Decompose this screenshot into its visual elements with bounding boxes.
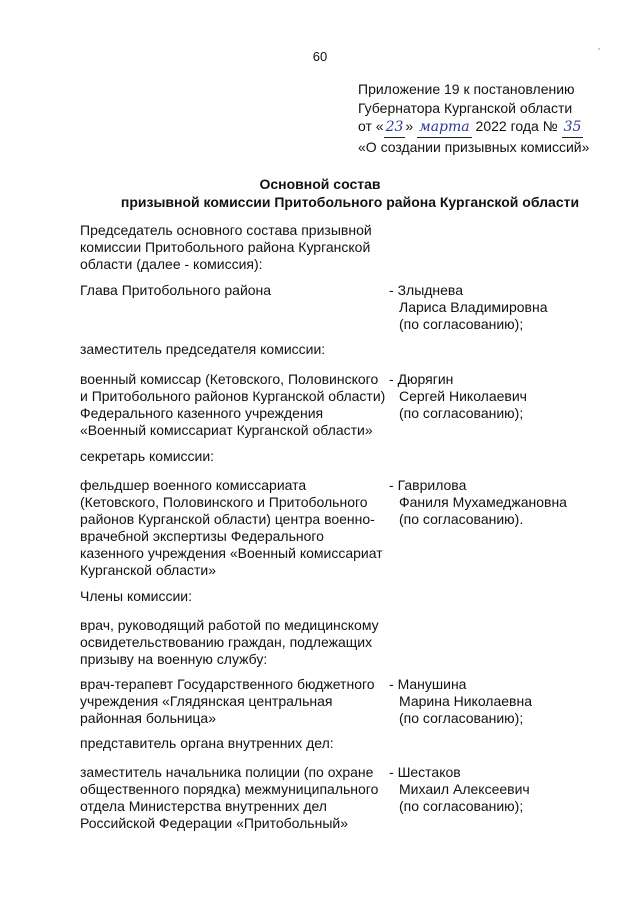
person-name: Марина Николаевна: [399, 693, 533, 709]
chairman-line: комиссии Притобольного района Курганской: [80, 239, 371, 255]
police-heading: [80, 735, 385, 752]
appendix-header: [358, 80, 628, 156]
person-surname: - Манушина: [389, 676, 619, 693]
role-line: общественного порядка) межмуниципального: [80, 781, 379, 797]
role-line: учреждения «Глядянская центральная: [80, 693, 333, 709]
member-person-5: [389, 764, 619, 815]
members-heading: [80, 588, 385, 605]
role-line: районная больница»: [80, 710, 217, 726]
chairman-heading: [80, 222, 385, 273]
members-heading-text: Члены комиссии:: [80, 588, 193, 604]
deputy-heading-text: заместитель председателя комиссии:: [80, 341, 326, 357]
role-line: заместитель начальника полиции (по охране: [80, 764, 374, 780]
member-role-4: [80, 676, 385, 727]
handwritten-day: 23: [384, 118, 406, 138]
role-line: врачебной экспертизы Федерального: [80, 528, 324, 544]
role-line: фельдшер военного комиссариата: [80, 477, 307, 493]
role-line: Глава Притобольного района: [80, 282, 272, 298]
role-line: «Военный комиссариат Курганской области»: [80, 422, 373, 438]
member-person-2: [389, 371, 619, 422]
person-name: Лариса Владимировна: [399, 299, 548, 315]
member-role-3: [80, 477, 385, 579]
role-line: Федерального казенного учреждения: [80, 405, 324, 421]
police-heading-text: представитель органа внутренних дел:: [80, 735, 334, 751]
member-person-4: [389, 676, 619, 727]
role-line: врач-терапевт Государственного бюджетного: [80, 676, 375, 692]
secretary-heading: [80, 448, 385, 465]
appendix-line-2: Губернатора Курганской области: [358, 99, 573, 116]
member-person-3: [389, 477, 619, 528]
role-line: и Притобольного районов Курганской области): [80, 388, 386, 404]
person-name: Михаил Алексеевич: [399, 781, 530, 797]
deputy-heading: [80, 341, 385, 358]
role-line: (Кетовского, Половинского и Притобольного: [80, 494, 368, 510]
member-role-2: [80, 371, 385, 439]
person-surname: - Шестаков: [389, 764, 619, 781]
role-line: отдела Министерства внутренних дел: [80, 798, 327, 814]
chairman-line: Председатель основного состава призывной: [80, 222, 372, 238]
doctor-heading: [80, 617, 385, 668]
role-line: военный комиссар (Кетовского, Половинского: [80, 371, 379, 387]
person-surname: - Злыднева: [389, 282, 619, 299]
document-title: [0, 175, 640, 211]
handwritten-number: 35: [562, 118, 584, 138]
appendix-line-4: «О создании призывных комиссий»: [358, 138, 590, 155]
role-line: Российской Федерации «Притобольный»: [80, 815, 348, 831]
member-role-1: [80, 282, 385, 299]
person-name: Сергей Николаевич: [399, 388, 527, 404]
role-line: Курганской области»: [80, 562, 217, 578]
role-line: казенного учреждения «Военный комиссариат: [80, 545, 383, 561]
date-mid: »: [405, 118, 418, 134]
date-prefix: от «: [358, 118, 384, 134]
chairman-line: области (далее - комиссия):: [80, 256, 263, 272]
appendix-line-1: Приложение 19 к постановлению: [358, 81, 575, 97]
person-note: (по согласованию);: [399, 798, 524, 814]
person-note: (по согласованию).: [399, 511, 524, 527]
handwritten-month: марта: [417, 118, 472, 138]
person-surname: - Дюрягин: [389, 371, 619, 388]
person-name: Фаниля Мухамеджановна: [399, 494, 567, 510]
doctor-line: призыву на военную службу:: [80, 651, 268, 667]
person-note: (по согласованию);: [399, 710, 524, 726]
member-person-1: [389, 282, 619, 333]
member-role-5: [80, 764, 385, 832]
person-surname: - Гаврилова: [389, 477, 619, 494]
title-line-1: Основной состав: [259, 176, 381, 192]
date-year: 2022 года №: [471, 118, 562, 134]
page-number: 60: [312, 49, 328, 64]
role-line: районов Курганской области) центра военно-: [80, 511, 375, 527]
appendix-line-3: [358, 117, 628, 138]
person-note: (по согласованию);: [399, 405, 524, 421]
secretary-heading-text: секретарь комиссии:: [80, 448, 215, 464]
doctor-line: освидетельствованию граждан, подлежащих: [80, 634, 373, 650]
title-line-2: призывной комиссии Притобольного района Курганской области: [120, 194, 580, 210]
person-note: (по согласованию);: [399, 316, 524, 332]
doctor-line: врач, руководящий работой по медицинскому: [80, 617, 379, 633]
scan-speck: [598, 48, 600, 50]
